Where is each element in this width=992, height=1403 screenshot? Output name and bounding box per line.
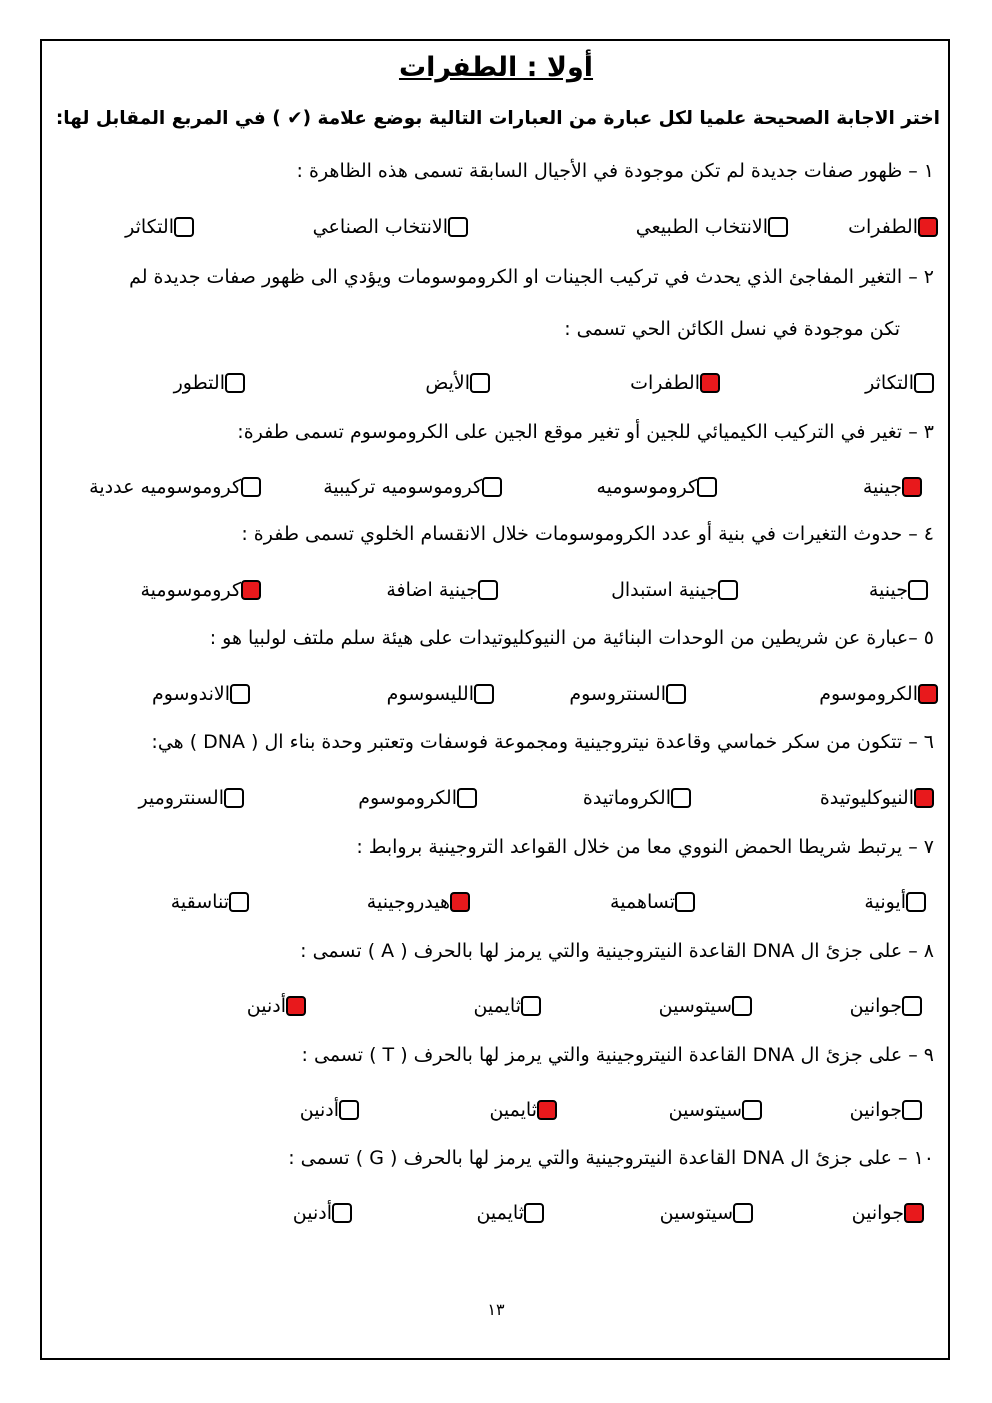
question-7-option-3[interactable] [367, 887, 470, 917]
question-6-option-3[interactable] [358, 783, 477, 813]
checkbox[interactable] [908, 580, 928, 600]
question-2-option-1[interactable] [865, 368, 934, 398]
option-label: الطفرات [630, 372, 700, 394]
question-1-option-2[interactable] [636, 212, 788, 242]
option-label: الانتخاب الطبيعي [635, 216, 768, 238]
checkbox[interactable] [230, 684, 250, 704]
question-9-option-2[interactable] [669, 1095, 762, 1125]
option-label: جوانين [849, 1099, 902, 1121]
question-7-option-1[interactable] [864, 887, 926, 917]
question-6-option-4[interactable] [138, 783, 244, 813]
checkbox[interactable] [332, 1203, 352, 1223]
question-8-text: ٨ – على جزئ ال DNA القاعدة النيتروجينية والتي يرمز لها بالحرف ( A ) تسمى : [300, 940, 934, 962]
question-2-text: ٢ – التغير المفاجئ الذي يحدث في تركيب الجينات او الكروموسومات ويؤدي الى ظهور صفات جديدة لم [129, 266, 934, 288]
checkbox[interactable] [914, 373, 934, 393]
question-9-option-1[interactable] [850, 1095, 922, 1125]
question-7-option-4[interactable] [171, 887, 249, 917]
question-9-option-3[interactable] [489, 1095, 557, 1125]
question-10-option-3[interactable] [476, 1198, 544, 1228]
option-label: السنترومير [138, 787, 224, 809]
option-label: جوانين [849, 995, 902, 1017]
checkbox[interactable] [457, 788, 477, 808]
question-5-option-4[interactable] [152, 679, 250, 709]
checkbox[interactable] [229, 892, 249, 912]
checkbox[interactable] [225, 373, 245, 393]
checkbox[interactable] [241, 477, 261, 497]
option-label: جينية [868, 579, 908, 601]
question-1-option-4[interactable] [125, 212, 194, 242]
question-2-text-cont: تكن موجودة في نسل الكائن الحي تسمى : [564, 318, 900, 340]
question-2-option-3[interactable] [425, 368, 490, 398]
option-label: جوانين [851, 1202, 904, 1224]
checkbox[interactable] [902, 996, 922, 1016]
option-label: سيتوسين [659, 1202, 733, 1224]
option-label: جينية استبدال [611, 579, 718, 601]
checkbox[interactable] [521, 996, 541, 1016]
option-label: السنتروسوم [569, 683, 666, 705]
checkbox[interactable] [174, 217, 194, 237]
question-8-option-4[interactable] [247, 991, 306, 1021]
option-label: هيدروجينية [366, 891, 450, 913]
question-7-option-2[interactable] [610, 887, 695, 917]
option-label: جينية [862, 476, 902, 498]
question-8-option-1[interactable] [850, 991, 922, 1021]
checkbox[interactable] [448, 217, 468, 237]
checkbox[interactable] [474, 684, 494, 704]
option-label: الكروموسوم [819, 683, 918, 705]
checkbox[interactable] [524, 1203, 544, 1223]
question-5-option-3[interactable] [387, 679, 494, 709]
question-6-text: ٦ – تتكون من سكر خماسي وقاعدة نيتروجينية ومجموعة فوسفات وتعتبر وحدة بناء ال ( DNA ) هي: [151, 731, 934, 753]
checkbox[interactable] [697, 477, 717, 497]
checkbox-checked[interactable] [914, 788, 934, 808]
checkbox[interactable] [675, 892, 695, 912]
option-label: جينية اضافة [386, 579, 478, 601]
option-label: الطفرات [848, 216, 918, 238]
option-label: الأيض [425, 372, 470, 394]
question-10-option-4[interactable] [293, 1198, 352, 1228]
option-label: أيونية [864, 891, 906, 913]
question-1-option-1[interactable] [848, 212, 938, 242]
question-9-option-4[interactable] [300, 1095, 359, 1125]
question-3-option-3[interactable] [323, 472, 502, 502]
checkbox-checked[interactable] [537, 1100, 557, 1120]
option-label: الاندوسوم [151, 683, 230, 705]
option-label: تناسقية [170, 891, 229, 913]
checkbox[interactable] [470, 373, 490, 393]
checkbox-checked[interactable] [902, 477, 922, 497]
question-2-option-2[interactable] [630, 368, 720, 398]
checkbox-checked[interactable] [918, 684, 938, 704]
checkbox[interactable] [733, 1203, 753, 1223]
checkbox[interactable] [478, 580, 498, 600]
option-label: تساهمية [610, 891, 675, 913]
option-label: أدنين [299, 1099, 339, 1121]
option-label: الكروموسوم [358, 787, 457, 809]
option-label: التكاثر [125, 216, 174, 238]
checkbox[interactable] [482, 477, 502, 497]
checkbox-checked[interactable] [450, 892, 470, 912]
checkbox-checked[interactable] [904, 1203, 924, 1223]
checkbox[interactable] [902, 1100, 922, 1120]
option-label: أدنين [292, 1202, 332, 1224]
checkbox[interactable] [742, 1100, 762, 1120]
checkbox[interactable] [732, 996, 752, 1016]
question-10-text: ١٠ – على جزئ ال DNA القاعدة النيتروجينية والتي يرمز لها بالحرف ( G ) تسمى : [288, 1147, 934, 1169]
checkbox-checked[interactable] [700, 373, 720, 393]
checkbox[interactable] [339, 1100, 359, 1120]
question-4-option-3[interactable] [386, 575, 498, 605]
option-label: أدنين [246, 995, 286, 1017]
option-label: الانتخاب الصناعي [312, 216, 448, 238]
option-label: ثايمين [473, 995, 521, 1017]
option-label: كروموسوميه عددية [89, 476, 241, 498]
question-5-text: ٥ –عبارة عن شريطين من الوحدات البنائية من النيوكليوتيدات على هيئة سلم ملتف لولبيا هو : [209, 627, 934, 649]
page-title: أولا : الطفرات [398, 52, 594, 83]
checkbox-checked[interactable] [241, 580, 261, 600]
checkbox-checked[interactable] [286, 996, 306, 1016]
question-3-text: ٣ – تغير في التركيب الكيميائي للجين أو تغير موقع الجين على الكروموسوم تسمى طفرة: [237, 421, 934, 443]
question-8-option-2[interactable] [659, 991, 752, 1021]
checkbox[interactable] [666, 684, 686, 704]
question-2-option-4[interactable] [174, 368, 245, 398]
checkbox[interactable] [671, 788, 691, 808]
checkbox[interactable] [718, 580, 738, 600]
question-9-text: ٩ – على جزئ ال DNA القاعدة النيتروجينية والتي يرمز لها بالحرف ( T ) تسمى : [301, 1044, 934, 1066]
option-label: النيوكليوتيدة [819, 787, 914, 809]
option-label: كروموسوميه [596, 476, 697, 498]
option-label: التطور [173, 372, 225, 394]
option-label: سيتوسين [658, 995, 732, 1017]
option-label: التكاثر [865, 372, 914, 394]
option-label: ثايمين [489, 1099, 537, 1121]
option-label: ثايمين [476, 1202, 524, 1224]
checkbox-checked[interactable] [918, 217, 938, 237]
question-6-option-2[interactable] [583, 783, 691, 813]
question-5-option-1[interactable] [819, 679, 938, 709]
question-4-option-1[interactable] [869, 575, 928, 605]
question-8-option-3[interactable] [473, 991, 541, 1021]
checkbox[interactable] [906, 892, 926, 912]
page-number: ١٣ [487, 1300, 505, 1319]
question-3-option-1[interactable] [863, 472, 922, 502]
option-label: كروموسومية [140, 579, 241, 601]
question-1-text: ١ – ظهور صفات جديدة لم تكن موجودة في الأجيال السابقة تسمى هذه الظاهرة : [296, 160, 934, 182]
question-7-text: ٧ – يرتبط شريطا الحمض النووي معا من خلال القواعد التروجينية بروابط : [356, 836, 934, 858]
instructions: اختر الاجابة الصحيحة علميا لكل عبارة من العبارات التالية بوضع علامة (✔ ) في المربع المقابل لها: [55, 108, 940, 129]
question-1-option-3[interactable] [313, 212, 468, 242]
option-label: كروموسوميه تركيبية [323, 476, 482, 498]
question-4-option-2[interactable] [611, 575, 738, 605]
checkbox[interactable] [224, 788, 244, 808]
question-4-option-4[interactable] [140, 575, 261, 605]
option-label: سيتوسين [668, 1099, 742, 1121]
question-3-option-4[interactable] [89, 472, 261, 502]
question-5-option-2[interactable] [569, 679, 686, 709]
checkbox[interactable] [768, 217, 788, 237]
question-4-text: ٤ – حدوث التغيرات في بنية أو عدد الكروموسومات خلال الانقسام الخلوي تسمى طفرة : [241, 523, 934, 545]
question-6-option-1[interactable] [820, 783, 934, 813]
option-label: الليسوسوم [386, 683, 474, 705]
question-10-option-2[interactable] [660, 1198, 753, 1228]
question-3-option-2[interactable] [596, 472, 717, 502]
option-label: الكروماتيدة [582, 787, 671, 809]
question-10-option-1[interactable] [852, 1198, 924, 1228]
